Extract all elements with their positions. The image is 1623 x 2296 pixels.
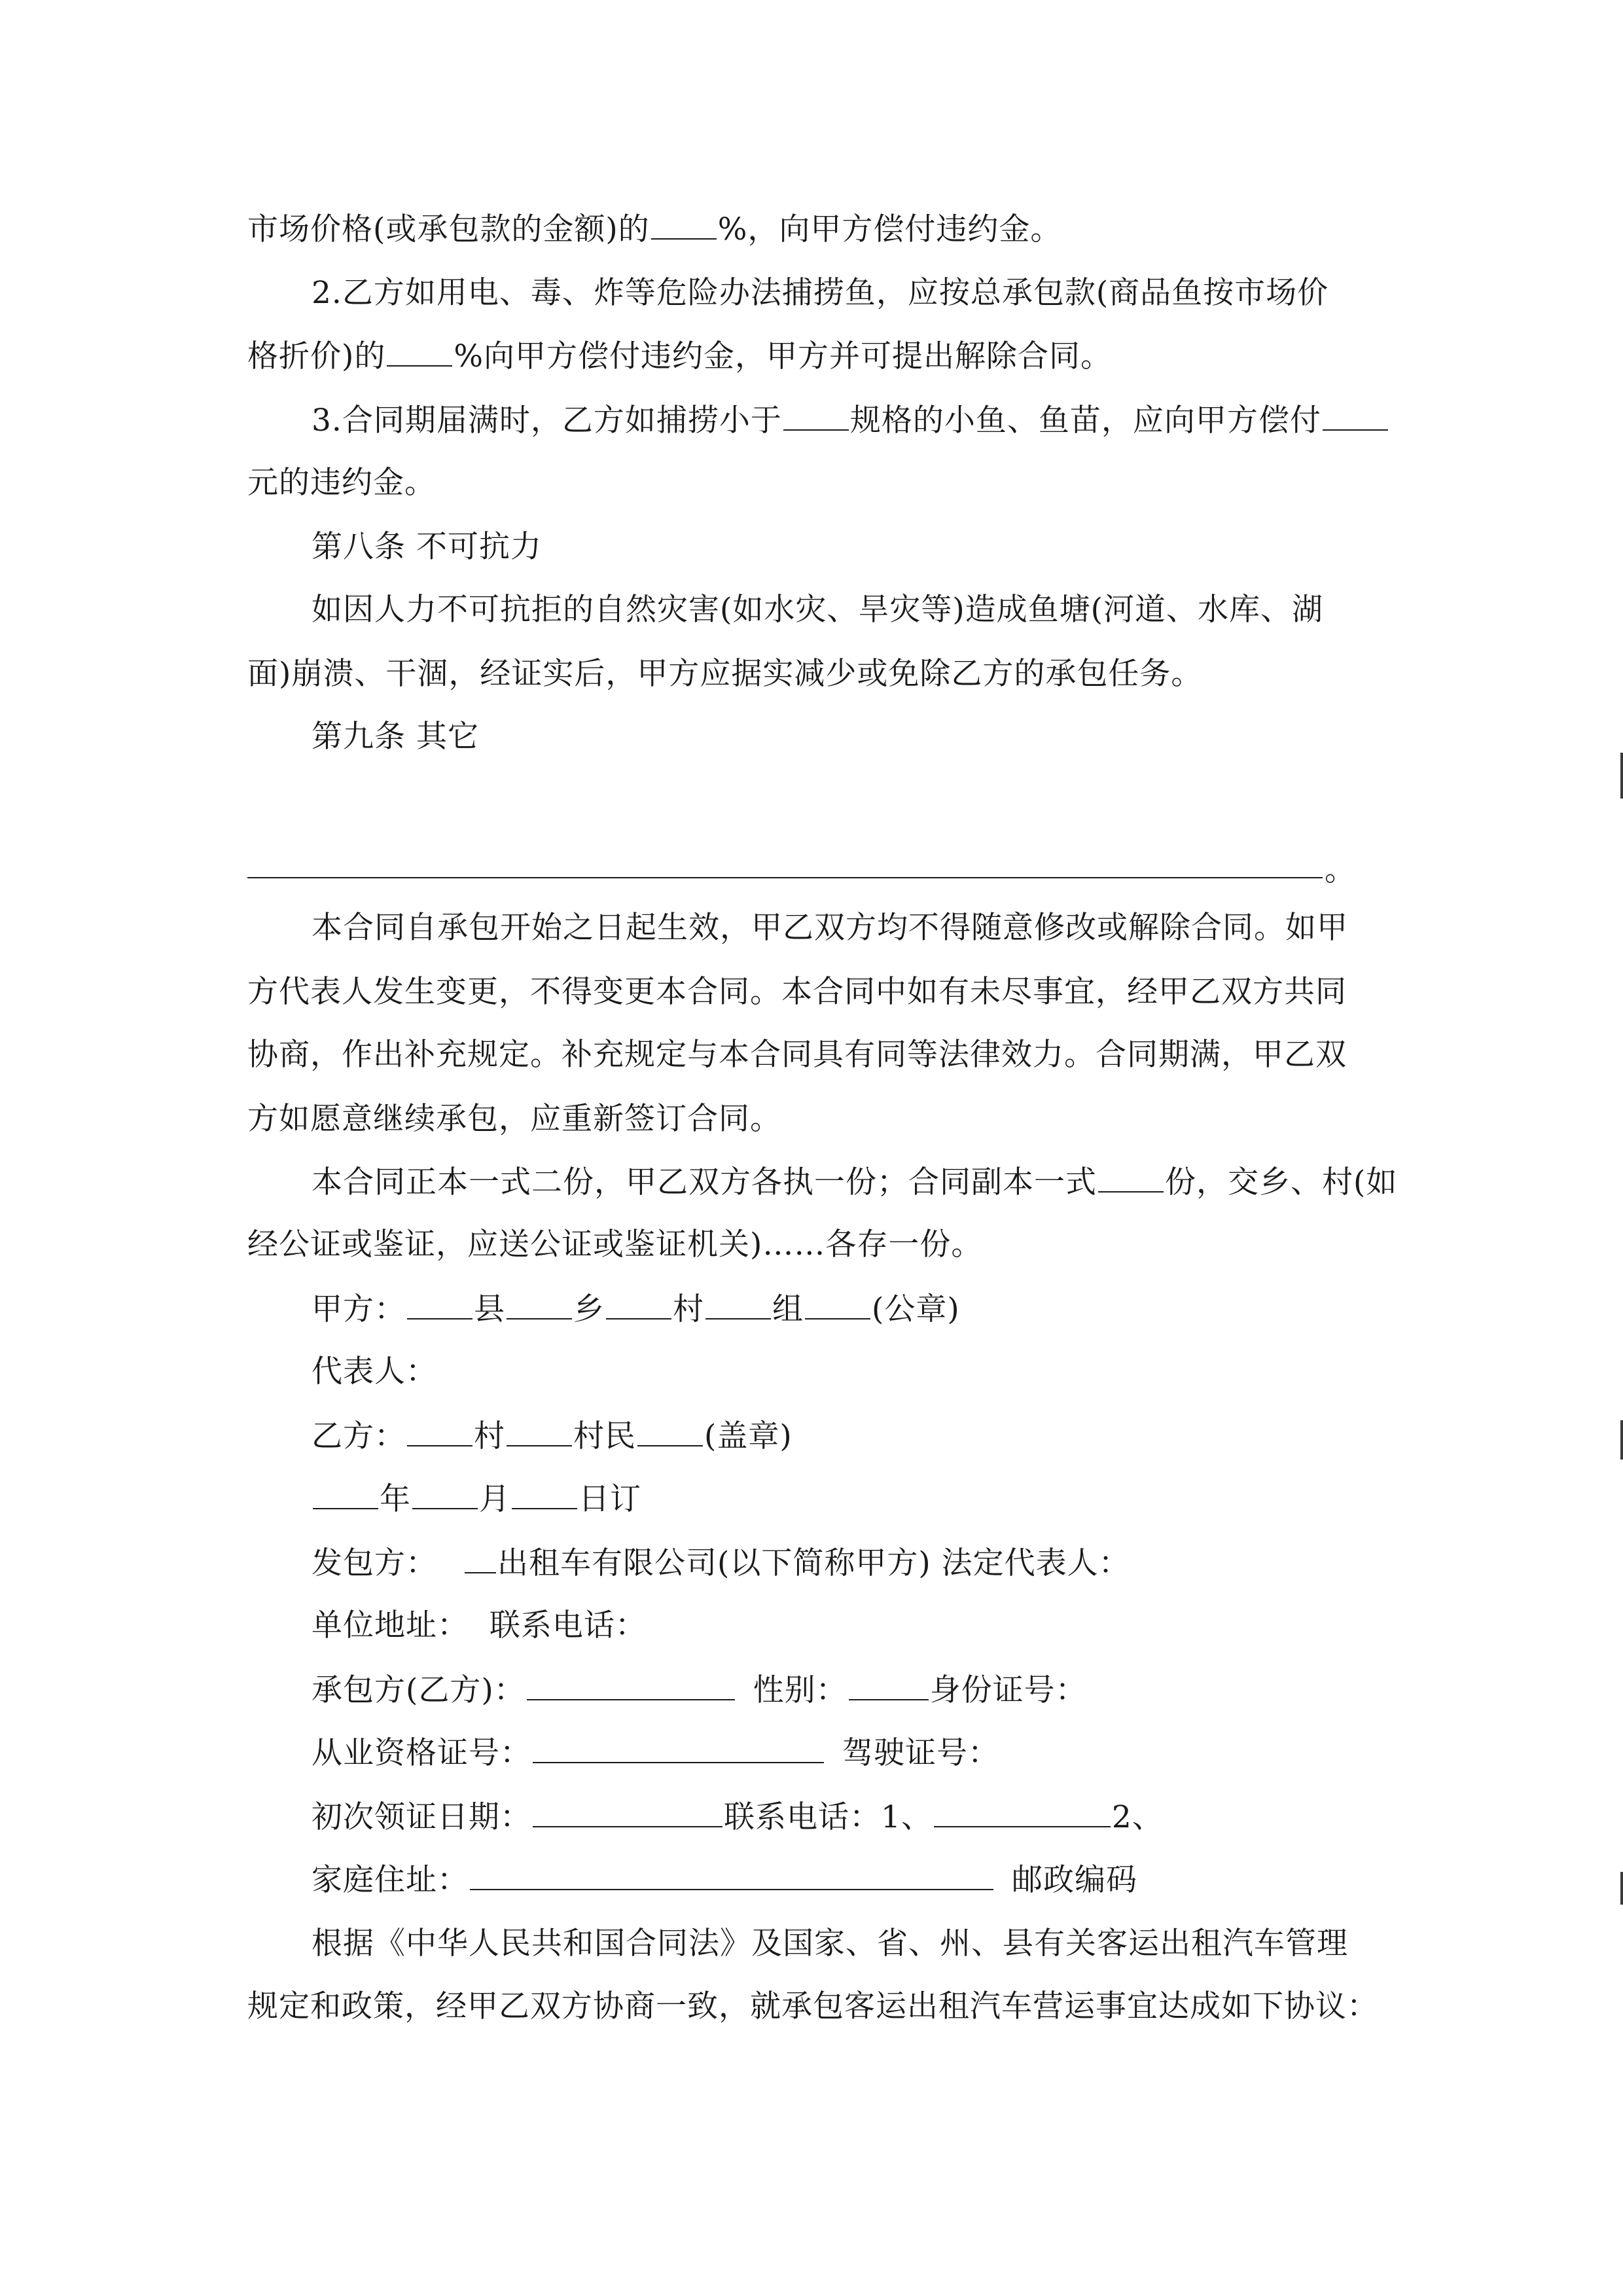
blank	[849, 1670, 929, 1700]
blank	[651, 209, 717, 240]
text: 甲方：	[312, 1291, 406, 1327]
effect-clause-2	[247, 973, 1380, 1012]
text: 组	[772, 1291, 804, 1327]
qualification-line	[312, 1733, 1380, 1773]
text: 初次领证日期：	[312, 1799, 531, 1835]
basis-clause-2	[247, 1987, 1380, 2026]
basis-clause-1	[312, 1924, 1380, 1964]
effect-clause-4	[247, 1100, 1380, 1139]
text: 身份证号：	[929, 1672, 1087, 1708]
blank	[705, 1289, 771, 1319]
blank	[533, 1733, 824, 1763]
blank	[507, 1416, 572, 1446]
blank	[313, 1479, 378, 1509]
text: 县	[474, 1291, 505, 1327]
text: %向甲方偿付违约金，甲方并可提出解除合同。	[454, 338, 1113, 374]
blank	[387, 336, 452, 367]
text: 邮政编码	[1012, 1862, 1137, 1898]
party-a-signature	[312, 1289, 1380, 1329]
text: 根据《中华人民共和国合同法》及国家、省、州、县有关客运出租汽车管理	[312, 1926, 1348, 1962]
text: 驾驶证号：	[842, 1735, 999, 1771]
blank	[470, 1860, 993, 1890]
line-market-price	[247, 209, 1380, 249]
heading-article-8	[312, 528, 1380, 567]
line-price-discount	[247, 336, 1380, 376]
effect-clause-1	[312, 908, 1380, 948]
home-address-line	[312, 1860, 1380, 1900]
text: (公章)	[872, 1291, 960, 1327]
blank	[412, 1479, 478, 1509]
text: 乡	[573, 1291, 605, 1327]
text: 乙方：	[312, 1418, 406, 1454]
blank	[805, 1289, 870, 1319]
text: 市场价格(或承包款的金额)的	[247, 211, 650, 247]
blank	[507, 1289, 572, 1319]
text: 代表人：	[312, 1354, 437, 1390]
license-date-line	[312, 1797, 1380, 1837]
text: 2.乙方如用电、毒、炸等危险办法捕捞鱼，应按总承包款(商品鱼按市场价	[312, 275, 1329, 311]
text: 村	[673, 1291, 704, 1327]
text: 面)崩溃、干涸，经证实后，甲方应据实减少或免除乙方的承包任务。	[247, 656, 1203, 692]
scan-edge-mark	[1620, 1872, 1623, 1905]
text: 第八条 不可抗力	[312, 529, 542, 565]
copies-clause-1	[312, 1162, 1398, 1202]
blank	[637, 1416, 703, 1446]
blank	[606, 1289, 671, 1319]
text: 发包方：	[312, 1545, 437, 1581]
blank-long-rule	[247, 877, 1323, 878]
scan-edge-mark	[1620, 1420, 1623, 1460]
party-b-signature	[312, 1416, 1380, 1456]
text: 2、	[1111, 1799, 1164, 1835]
text: 月	[479, 1481, 510, 1517]
text: 协商，作出补充规定。补充规定与本合同具有同等法律效力。合同期满，甲乙双	[247, 1037, 1347, 1073]
text: 第九条 其它	[312, 719, 479, 755]
text: 家庭住址：	[312, 1862, 469, 1898]
text: %，向甲方偿付违约金。	[717, 211, 1062, 247]
text: 联系电话：1、	[724, 1799, 933, 1835]
contractee-line	[312, 1670, 1380, 1710]
blank	[512, 1479, 577, 1509]
contractor-line	[312, 1543, 1380, 1583]
text: 规格的小鱼、鱼苗，应向甲方偿付	[849, 403, 1321, 439]
text: (盖章)	[704, 1418, 793, 1454]
address-line	[312, 1606, 1380, 1645]
text: 本合同正本一式二份，甲乙双方各执一份；合同副本一式	[312, 1164, 1097, 1200]
text: 方如愿意继续承包，应重新签订合同。	[247, 1101, 781, 1137]
clause-7-2	[312, 274, 1380, 313]
text: 村民	[573, 1418, 636, 1454]
representative-line	[312, 1352, 1380, 1391]
date-line	[312, 1479, 1380, 1519]
blank	[407, 1416, 473, 1446]
heading-article-9	[312, 717, 1380, 757]
text: 份，交乡、村(如	[1165, 1164, 1398, 1200]
blank	[934, 1797, 1111, 1827]
text: 单位地址： 联系电话：	[312, 1607, 647, 1643]
scan-edge-mark	[1620, 753, 1623, 798]
text: 村	[474, 1418, 505, 1454]
copies-clause-2	[247, 1225, 1380, 1265]
blank	[783, 401, 849, 431]
text: 规定和政策，经甲乙双方协商一致，就承包客运出租汽车营运事宜达成如下协议：	[247, 1988, 1378, 2024]
text: 格折价)的	[247, 338, 386, 374]
line-penalty	[247, 463, 1380, 503]
text: 年	[380, 1481, 411, 1517]
blank	[533, 1797, 722, 1827]
article-8-body-1	[312, 590, 1380, 630]
blank	[1323, 401, 1388, 431]
rule-end-period: 。	[1325, 852, 1355, 888]
text: 从业资格证号：	[312, 1735, 531, 1771]
blank	[465, 1543, 496, 1573]
text: 性别：	[753, 1672, 847, 1708]
text: 出租车有限公司(以下简称甲方) 法定代表人：	[497, 1545, 1130, 1581]
article-8-body-2	[247, 655, 1380, 694]
blank	[527, 1670, 735, 1700]
effect-clause-3	[247, 1035, 1380, 1075]
blank	[407, 1289, 473, 1319]
text: 承包方(乙方)：	[312, 1672, 526, 1708]
text: 方代表人发生变更，不得变更本合同。本合同中如有未尽事宜，经甲乙双方共同	[247, 974, 1347, 1010]
text: 元的违约金。	[247, 465, 436, 501]
text: 3.合同期届满时，乙方如捕捞小于	[312, 403, 782, 439]
text: 本合同自承包开始之日起生效，甲乙双方均不得随意修改或解除合同。如甲	[312, 910, 1348, 946]
text: 如因人力不可抗拒的自然灾害(如水灾、旱灾等)造成鱼塘(河道、水库、湖	[312, 592, 1324, 628]
text: 经公证或鉴证，应送公证或鉴证机关)……各存一份。	[247, 1227, 983, 1263]
text: 日订	[579, 1481, 641, 1517]
clause-7-3	[312, 401, 1380, 440]
blank	[1098, 1162, 1164, 1193]
